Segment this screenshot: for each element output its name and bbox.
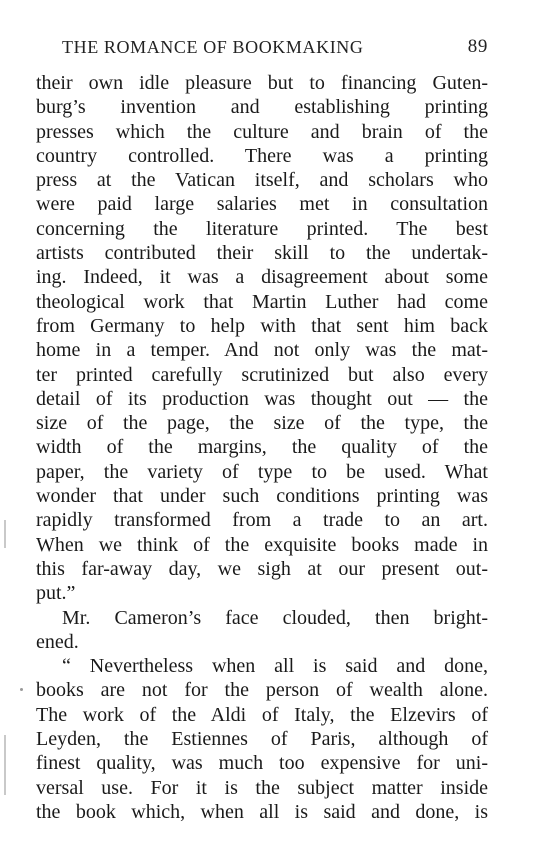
text-line: wonder that under such conditions printing was	[36, 485, 488, 508]
text-line: artists contributed their skill to the undertak-	[36, 242, 488, 265]
text-line: rapidly transformed from a trade to an art.	[36, 509, 488, 532]
scan-speck	[20, 688, 23, 691]
text-line: books are not for the person of wealth alone.	[36, 679, 488, 702]
text-line-paragraph-end: ened.	[36, 630, 79, 653]
text-line: versal use. For it is the subject matter inside	[36, 776, 488, 799]
scan-edge-mark	[4, 735, 6, 795]
page-number: 89	[467, 36, 488, 57]
text-line: When we think of the exquisite books made in	[36, 533, 488, 556]
text-line: concerning the literature printed. The best	[36, 217, 488, 240]
text-line: The work of the Aldi of Italy, the Elzevirs of	[36, 703, 488, 726]
text-line: paper, the variety of type to be used. What	[36, 460, 488, 483]
text-line: home in a temper. And not only was the mat-	[36, 339, 488, 362]
text-line: their own idle pleasure but to financing Guten-	[36, 72, 488, 94]
text-line: press at the Vatican itself, and scholars who	[36, 169, 488, 192]
body-text	[36, 71, 488, 824]
text-line: country controlled. There was a printing	[36, 144, 488, 167]
text-line: were paid large salaries met in consultation	[36, 193, 488, 216]
text-line: theological work that Martin Luther had come	[36, 290, 488, 313]
text-line: ter printed carefully scrutinized but also every	[36, 363, 488, 386]
running-head	[62, 34, 488, 60]
running-title: THE ROMANCE OF BOOKMAKING	[62, 37, 364, 57]
text-line: width of the margins, the quality of the	[36, 436, 488, 459]
text-line: the book which, when all is said and done, is	[36, 800, 488, 823]
text-line-paragraph-end: put.”	[36, 582, 76, 605]
text-line: detail of its production was thought out — the	[36, 387, 488, 410]
scan-edge-mark	[4, 520, 6, 548]
text-line: presses which the culture and brain of the	[36, 120, 488, 143]
text-line: finest quality, was much too expensive for uni-	[36, 752, 488, 775]
text-line: size of the page, the size of the type, the	[36, 412, 488, 435]
text-line-paragraph-start: “ Nevertheless when all is said and done,	[62, 655, 488, 678]
text-line: from Germany to help with that sent him back	[36, 314, 488, 337]
text-line-paragraph-start: Mr. Cameron’s face clouded, then bright-	[62, 606, 488, 629]
text-line: burg’s invention and establishing printing	[36, 96, 488, 119]
text-line: ing. Indeed, it was a disagreement about some	[36, 266, 488, 289]
text-line: Leyden, the Estiennes of Paris, although of	[36, 728, 488, 751]
text-line: this far-away day, we sigh at our present out-	[36, 557, 488, 580]
